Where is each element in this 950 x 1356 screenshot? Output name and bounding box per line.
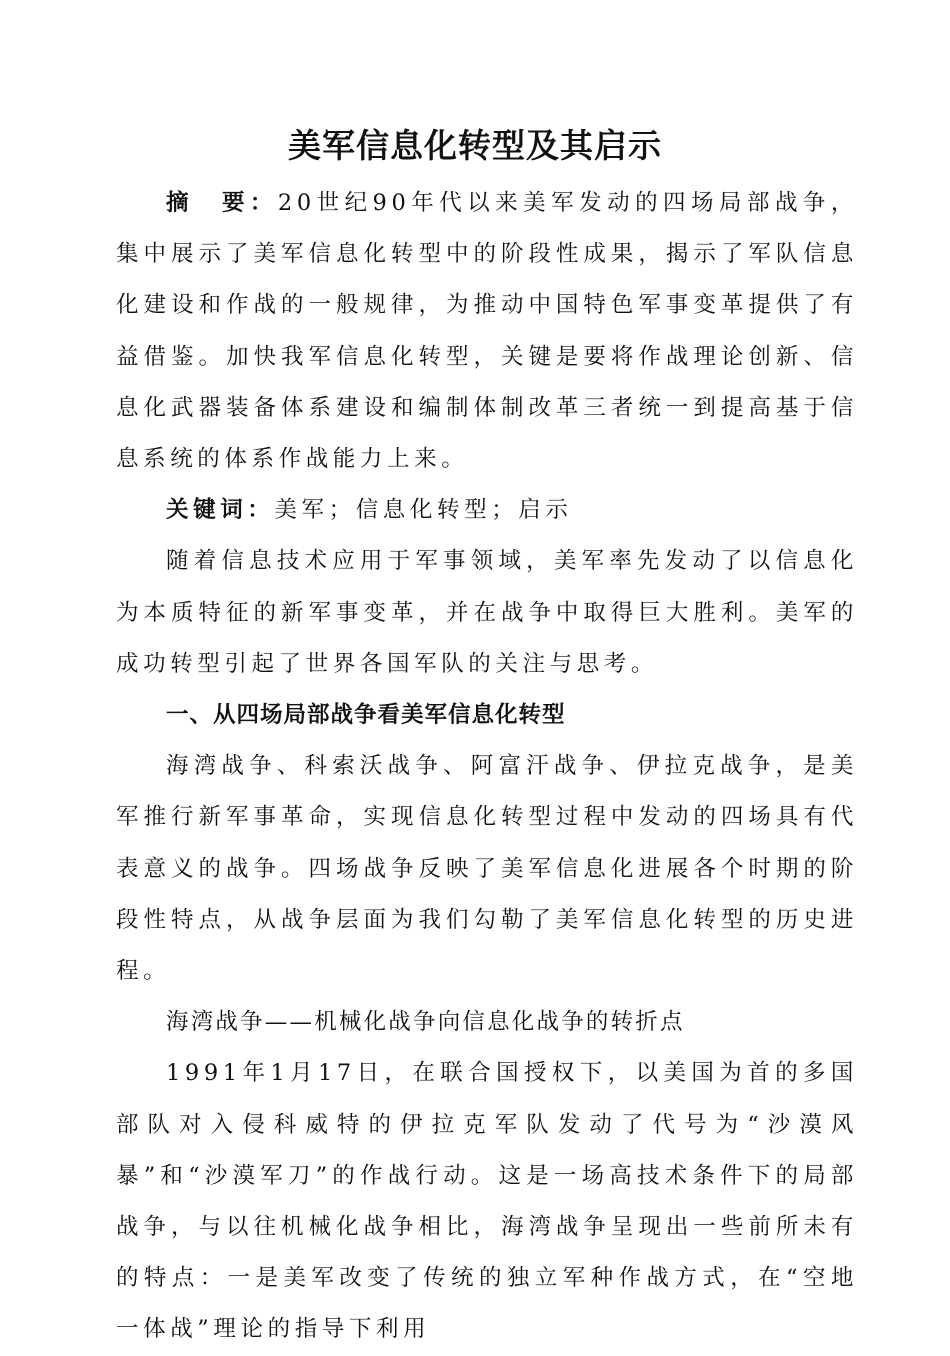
abstract-text: 20世纪90年代以来美军发动的四场局部战争，集中展示了美军信息化转型中的阶段性成果，揭示了军队信息化建设和作战的一般规律，为推动中国特色军事变革提供了有益借鉴。加快我军信息化转型，关键是要将作战理论创新、信息化武器装备体系建设和编制体制改革三者统一到提高基于信息系统的体系作战能力上来。	[116, 190, 858, 473]
abstract-paragraph	[116, 178, 858, 485]
subsection-heading: 海湾战争——机械化战争向信息化战争的转折点	[166, 1009, 685, 1036]
document-body	[116, 178, 858, 1356]
subsection-paragraph: 1991年1月17日，在联合国授权下，以美国为首的多国部队对入侵科威特的伊拉克军队发动了代号为“沙漠风暴”和“沙漠军刀”的作战行动。这是一场高技术条件下的局部战争，与以往机械化战争相比，海湾战争呈现出一些前所未有的特点：一是美军改变了传统的独立军种作战方式，在“空地一体战”理论的指导下利用	[116, 1060, 858, 1343]
document-title: 美军信息化转型及其启示	[288, 126, 662, 165]
keywords-label: 关键词：	[166, 497, 275, 524]
intro-paragraph: 随着信息技术应用于军事领域，美军率先发动了以信息化为本质特征的新军事变革，并在战争中取得巨大胜利。美军的成功转型引起了世界各国军队的关注与思考。	[116, 548, 858, 677]
section-paragraph: 海湾战争、科索沃战争、阿富汗战争、伊拉克战争，是美军推行新军事革命，实现信息化转型过程中发动的四场具有代表意义的战争。四场战争反映了美军信息化进展各个时期的阶段性特点，从战争层面为我们勾勒了美军信息化转型的历史进程。	[116, 753, 858, 985]
abstract-label: 摘 要：	[166, 190, 278, 216]
keywords-text: 美军；信息化转型；启示	[274, 497, 573, 524]
section-heading: 一、从四场局部战争看美军信息化转型	[166, 702, 566, 729]
keywords-paragraph	[116, 485, 858, 536]
